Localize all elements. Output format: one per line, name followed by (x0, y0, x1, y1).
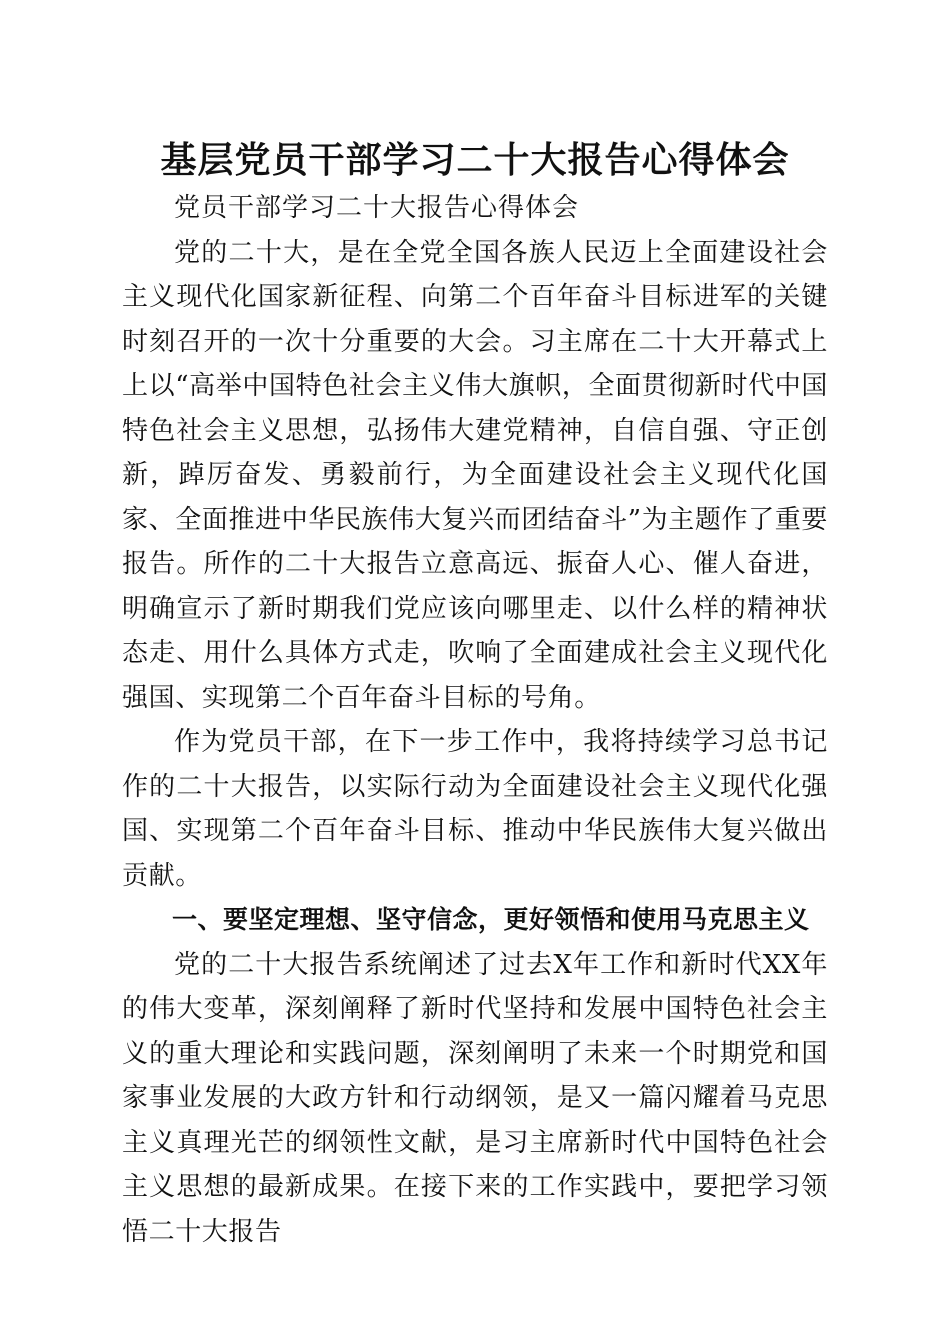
section-heading: 一、要坚定理想、坚守信念，更好领悟和使用马克思主义 (172, 905, 810, 934)
document-title: 基层党员干部学习二十大报告心得体会 (160, 139, 790, 181)
document-body (122, 186, 828, 1254)
body-paragraph: 党的二十大，是在全党全国各族人民迈上全面建设社会主义现代化国家新征程、向第二个百年奋斗目标进军的关键时刻召开的一次十分重要的大会。习主席在二十大开幕式上上以“高举中国特色社会主义伟大旗帜，全面贯彻新时代中国特色社会主义思想，弘扬伟大建党精神，自信自强、守正创新，踔厉奋发、勇毅前行，为全面建设社会主义现代化国家、全面推进中华民族伟大复兴而团结奋斗”为主题作了重要报告。所作的二十大报告立意高远、振奋人心、催人奋进，明确宣示了新时期我们党应该向哪里走、以什么样的精神状态走、用什么具体方式走，吹响了全面建成社会主义现代化强国、实现第二个百年奋斗目标的号角。 (122, 237, 828, 713)
body-paragraph: 党的二十大报告系统阐述了过去X年工作和新时代XX年的伟大变革，深刻阐释了新时代坚持和发展中国特色社会主义的重大理论和实践问题，深刻阐明了未来一个时期党和国家事业发展的大政方针和行动纲领，是又一篇闪耀着马克思主义真理光芒的纲领性文献，是习主席新时代中国特色社会主义思想的最新成果。在接下来的工作实践中，要把学习领悟二十大报告 (122, 949, 828, 1247)
body-paragraph: 作为党员干部，在下一步工作中，我将持续学习总书记作的二十大报告，以实际行动为全面建设社会主义现代化强国、实现第二个百年奋斗目标、推动中华民族伟大复兴做出贡献。 (122, 727, 828, 891)
document-subtitle: 党员干部学习二十大报告心得体会 (174, 193, 580, 223)
